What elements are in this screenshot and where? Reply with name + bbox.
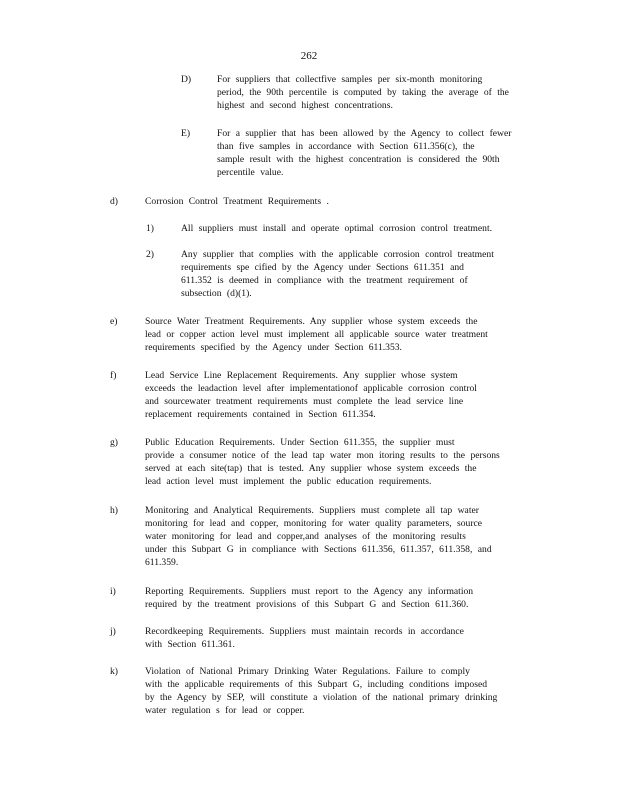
text-line: with Section 611.361.: [145, 639, 235, 650]
item-label: E): [181, 128, 191, 139]
text-line: period, the 90th percentile is computed by taking the average of the: [217, 87, 509, 98]
text-line: Recordkeeping Requirements. Suppliers must maintain records in accordance: [145, 626, 464, 637]
text-line: provide a consumer notice of the lead tap water mon itoring results to the persons: [145, 450, 500, 461]
text-line: For a supplier that has been allowed by the Agency to collect fewer: [217, 128, 512, 139]
text-line: highest and second highest concentrations.: [217, 100, 393, 111]
text-line: subsection (d)(1).: [181, 288, 252, 299]
text-line: lead action level must implement the public education requirements.: [145, 476, 432, 487]
text-line: water regulation s for lead or copper.: [145, 705, 305, 716]
text-line: Public Education Requirements. Under Section 611.355, the supplier must: [145, 437, 455, 448]
item-label: 1): [146, 223, 154, 234]
text-line: served at each site(tap) that is tested. Any supplier whose system exceeds the: [145, 463, 477, 474]
text-line: Any supplier that complies with the applicable corrosion control treatment: [181, 249, 494, 260]
text-line: requirements specified by the Agency under Section 611.353.: [145, 342, 402, 353]
text-line: monitoring for lead and copper, monitoring for water quality parameters, source: [145, 518, 483, 529]
text-line: by the Agency by SEP, will constitute a violation of the national primary drinking: [145, 692, 498, 703]
section-heading: Corrosion Control Treatment Requirements .: [145, 196, 329, 207]
text-line: 611.352 is deemed in compliance with the treatment requirement of: [181, 275, 468, 286]
item-label: 2): [146, 249, 154, 260]
item-label: h): [110, 505, 118, 516]
text-line: percentile value.: [217, 167, 284, 178]
item-label: d): [110, 196, 118, 207]
text-line: requirements spe cified by the Agency under Sections 611.351 and: [181, 262, 464, 273]
text-line: lead or copper action level must implement all applicable source water treatment: [145, 329, 488, 340]
page-number: 262: [300, 50, 318, 62]
text-line: exceeds the leadaction level after implementationof applicable corrosion control: [145, 383, 477, 394]
text-line: Monitoring and Analytical Requirements. Suppliers must complete all tap water: [145, 505, 479, 516]
text-line: Lead Service Line Replacement Requirements. Any supplier whose system: [145, 370, 458, 381]
item-label: g): [110, 437, 118, 448]
text-line: sample result with the highest concentration is considered the 90th: [217, 154, 500, 165]
text-line: with the applicable requirements of this Subpart G, including conditions imposed: [145, 679, 488, 690]
item-label: i): [110, 586, 116, 597]
text-line: than five samples in accordance with Section 611.356(c), the: [217, 141, 475, 152]
text-line: 611.359.: [145, 557, 179, 568]
item-label: j): [110, 626, 116, 637]
text-line: Reporting Requirements. Suppliers must report to the Agency any information: [145, 586, 474, 597]
item-label: k): [110, 666, 118, 677]
item-label: e): [110, 316, 118, 327]
text-line: All suppliers must install and operate optimal corrosion control treatment.: [181, 223, 493, 234]
item-label: D): [181, 74, 192, 85]
text-line: and sourcewater treatment requirements must complete the lead service line: [145, 396, 464, 407]
text-line: water monitoring for lead and copper,and analyses of the monitoring results: [145, 531, 466, 542]
text-line: Source Water Treatment Requirements. Any supplier whose system exceeds the: [145, 316, 478, 327]
text-line: replacement requirements contained in Section 611.354.: [145, 409, 376, 420]
text-line: Violation of National Primary Drinking Water Regulations. Failure to comply: [145, 666, 470, 677]
text-line: For suppliers that collectfive samples per six-month monitoring: [217, 74, 483, 85]
item-label: f): [110, 370, 117, 381]
text-line: required by the treatment provisions of this Subpart G and Section 611.360.: [145, 599, 469, 610]
text-line: under this Subpart G in compliance with Sections 611.356, 611.357, 611.358, and: [145, 544, 492, 555]
